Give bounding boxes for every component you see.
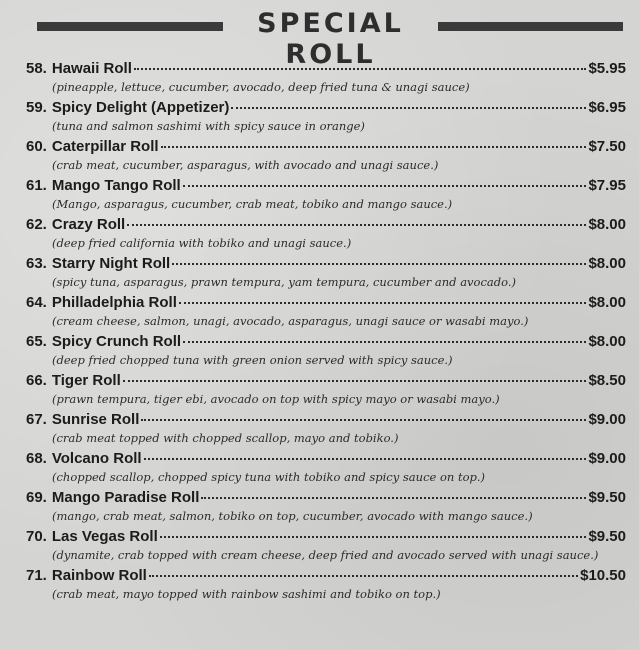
item-name: Philladelphia Roll bbox=[51, 294, 177, 311]
dot-leader bbox=[179, 302, 587, 304]
item-description: (chopped scallop, chopped spicy tuna with tobiko and spicy sauce on top.) bbox=[52, 470, 486, 484]
item-price: $8.00 bbox=[588, 216, 626, 233]
item-name: Spicy Delight (Appetizer) bbox=[51, 99, 230, 116]
item-number: 60. bbox=[26, 138, 47, 155]
dot-leader bbox=[160, 536, 587, 538]
item-number: 67. bbox=[26, 411, 47, 428]
menu-item-line bbox=[26, 487, 626, 508]
item-price: $7.95 bbox=[588, 177, 626, 194]
dot-leader bbox=[141, 419, 586, 421]
item-description: (spicy tuna, asparagus, prawn tempura, yam tempura, cucumber and avocado.) bbox=[52, 275, 516, 289]
menu-item bbox=[26, 292, 626, 331]
dot-leader bbox=[161, 146, 587, 148]
menu-item bbox=[26, 58, 626, 97]
menu-item bbox=[26, 331, 626, 370]
menu-item bbox=[26, 448, 626, 487]
dot-leader bbox=[183, 185, 587, 187]
menu-item bbox=[26, 565, 626, 604]
menu-item bbox=[26, 253, 626, 292]
item-number: 64. bbox=[26, 294, 47, 311]
menu-title: SPECIAL ROLL bbox=[257, 8, 404, 70]
item-number: 58. bbox=[26, 60, 47, 77]
item-description: (crab meat, cucumber, asparagus, with avocado and unagi sauce.) bbox=[52, 158, 439, 172]
menu-item bbox=[26, 97, 626, 136]
item-number: 69. bbox=[26, 489, 47, 506]
dot-leader bbox=[134, 68, 587, 70]
item-name: Crazy Roll bbox=[51, 216, 126, 233]
menu-item bbox=[26, 136, 626, 175]
menu-item bbox=[26, 526, 626, 565]
menu-item-line bbox=[26, 136, 626, 157]
item-price: $9.00 bbox=[588, 411, 626, 428]
item-price: $8.00 bbox=[588, 333, 626, 350]
menu-list bbox=[26, 58, 626, 604]
menu-item-line bbox=[26, 565, 626, 586]
item-name: Spicy Crunch Roll bbox=[51, 333, 182, 350]
menu-item bbox=[26, 409, 626, 448]
item-price: $8.00 bbox=[588, 255, 626, 272]
item-price: $9.00 bbox=[588, 450, 626, 467]
menu-item bbox=[26, 175, 626, 214]
menu-item-line bbox=[26, 214, 626, 235]
item-price: $9.50 bbox=[588, 489, 626, 506]
item-price: $8.50 bbox=[588, 372, 626, 389]
menu-item-line bbox=[26, 175, 626, 196]
item-description: (dynamite, crab topped with cream cheese, deep fried and avocado served with unagi sauce.) bbox=[52, 548, 599, 562]
item-price: $9.50 bbox=[588, 528, 626, 545]
dot-leader bbox=[123, 380, 587, 382]
item-description: (mango, crab meat, salmon, tobiko on top, cucumber, avocado with mango sauce.) bbox=[52, 509, 533, 523]
item-description: (tuna and salmon sashimi with spicy sauce in orange) bbox=[52, 119, 365, 133]
header-bar-left bbox=[37, 22, 223, 31]
item-number: 70. bbox=[26, 528, 47, 545]
item-name: Rainbow Roll bbox=[51, 567, 147, 584]
item-number: 68. bbox=[26, 450, 47, 467]
item-price: $7.50 bbox=[588, 138, 626, 155]
menu-item-line bbox=[26, 370, 626, 391]
menu-item bbox=[26, 214, 626, 253]
item-name: Las Vegas Roll bbox=[51, 528, 158, 545]
header-bar-right bbox=[438, 22, 623, 31]
menu-item bbox=[26, 370, 626, 409]
item-description: (pineapple, lettuce, cucumber, avocado, deep fried tuna & unagi sauce) bbox=[52, 80, 470, 94]
menu-item bbox=[26, 487, 626, 526]
menu-item-line bbox=[26, 331, 626, 352]
item-name: Starry Night Roll bbox=[51, 255, 171, 272]
dot-leader bbox=[183, 341, 586, 343]
item-description: (Mango, asparagus, cucumber, crab meat, tobiko and mango sauce.) bbox=[52, 197, 453, 211]
item-description: (deep fried chopped tuna with green onion served with spicy sauce.) bbox=[52, 353, 453, 367]
item-price: $6.95 bbox=[588, 99, 626, 116]
item-number: 62. bbox=[26, 216, 47, 233]
item-name: Hawaii Roll bbox=[51, 60, 132, 77]
item-price: $5.95 bbox=[588, 60, 626, 77]
item-name: Volcano Roll bbox=[51, 450, 142, 467]
item-number: 71. bbox=[26, 567, 47, 584]
item-price: $8.00 bbox=[588, 294, 626, 311]
item-name: Sunrise Roll bbox=[51, 411, 140, 428]
dot-leader bbox=[149, 575, 578, 577]
item-name: Mango Paradise Roll bbox=[51, 489, 200, 506]
menu-item-line bbox=[26, 97, 626, 118]
item-name: Caterpillar Roll bbox=[51, 138, 159, 155]
item-number: 66. bbox=[26, 372, 47, 389]
item-description: (crab meat topped with chopped scallop, mayo and tobiko.) bbox=[52, 431, 399, 445]
dot-leader bbox=[144, 458, 587, 460]
item-name: Mango Tango Roll bbox=[51, 177, 181, 194]
menu-item-line bbox=[26, 253, 626, 274]
item-name: Tiger Roll bbox=[51, 372, 121, 389]
item-description: (crab meat, mayo topped with rainbow sashimi and tobiko on top.) bbox=[52, 587, 441, 601]
menu-item-line bbox=[26, 526, 626, 547]
item-number: 63. bbox=[26, 255, 47, 272]
menu-item-line bbox=[26, 58, 626, 79]
item-number: 61. bbox=[26, 177, 47, 194]
dot-leader bbox=[172, 263, 586, 265]
item-number: 65. bbox=[26, 333, 47, 350]
item-description: (prawn tempura, tiger ebi, avocado on top with spicy mayo or wasabi mayo.) bbox=[52, 392, 500, 406]
dot-leader bbox=[201, 497, 586, 499]
dot-leader bbox=[231, 107, 586, 109]
menu-item-line bbox=[26, 448, 626, 469]
menu-item-line bbox=[26, 409, 626, 430]
dot-leader bbox=[127, 224, 586, 226]
item-description: (deep fried california with tobiko and unagi sauce.) bbox=[52, 236, 352, 250]
item-description: (cream cheese, salmon, unagi, avocado, asparagus, unagi sauce or wasabi mayo.) bbox=[52, 314, 529, 328]
item-price: $10.50 bbox=[580, 567, 626, 584]
item-number: 59. bbox=[26, 99, 47, 116]
menu-item-line bbox=[26, 292, 626, 313]
